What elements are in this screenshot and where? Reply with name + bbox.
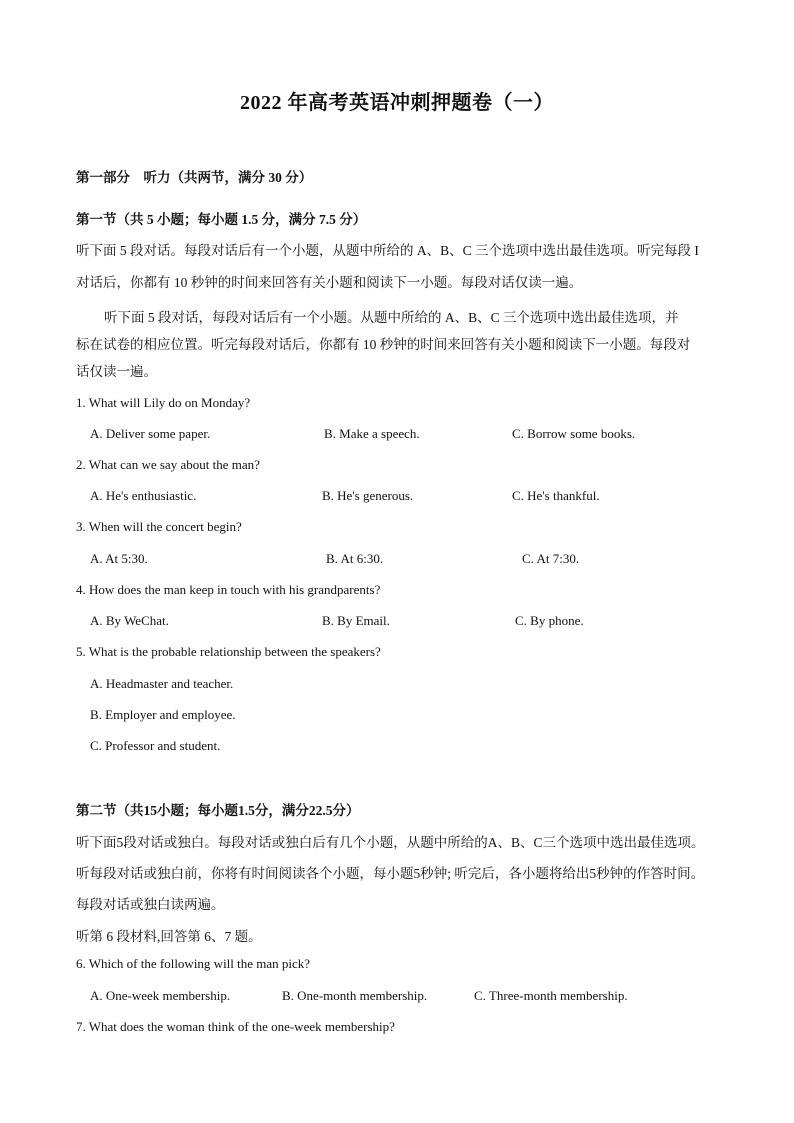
question-3: 3. When will the concert begin?: [76, 519, 242, 534]
question-2-option-a: A. He's enthusiastic.: [90, 488, 197, 503]
question-2-option-b: B. He's generous.: [322, 488, 414, 503]
material-6-note: 听第 6 段材料,回答第 6、7 题。: [76, 929, 262, 944]
section2-instruction-line2: 听每段对话或独白前，你将有时间阅读各个小题，每小题5秒钟; 听完后，各小题将给出5秒钟的作答时间。: [76, 866, 705, 881]
section1-heading: 第一节（共 5 小题；每小题 1.5 分，满分 7.5 分）: [76, 212, 367, 227]
part1-heading: 第一部分 听力（共两节，满分 30 分）: [76, 170, 313, 185]
question-5-option-b: B. Employer and employee.: [90, 707, 236, 722]
question-1-option-b: B. Make a speech.: [324, 426, 420, 441]
question-1-option-c: C. Borrow some books.: [512, 426, 636, 441]
section2-instruction-line1: 听下面5段对话或独白。每段对话或独白后有几个小题，从题中所给的A、B、C三个选项中选出最佳选项。: [76, 835, 705, 850]
question-5-option-a: A. Headmaster and teacher.: [90, 676, 234, 691]
question-5-option-c: C. Professor and student.: [90, 738, 221, 753]
question-6-option-a: A. One-week membership.: [90, 988, 231, 1003]
question-6-option-b: B. One-month membership.: [282, 988, 428, 1003]
section1-instruction-line2: 对话后，你都有 10 秒钟的时间来回答有关小题和阅读下一小题。每段对话仅读一遍。: [76, 275, 583, 290]
question-4-option-b: B. By Email.: [322, 613, 390, 628]
question-1: 1. What will Lily do on Monday?: [76, 395, 251, 410]
question-1-option-a: A. Deliver some paper.: [90, 426, 211, 441]
question-2-option-c: C. He's thankful.: [512, 488, 600, 503]
question-6-option-c: C. Three-month membership.: [474, 988, 628, 1003]
question-3-option-b: B. At 6:30.: [326, 551, 384, 566]
question-6: 6. Which of the following will the man pick?: [76, 956, 311, 971]
question-7: 7. What does the woman think of the one-week membership?: [76, 1019, 395, 1034]
section1-instruction-line1: 听下面 5 段对话。每段对话后有一个小题，从题中所给的 A、B、C 三个选项中选出最佳选项。听完每段 I: [76, 243, 699, 258]
question-3-option-c: C. At 7:30.: [522, 551, 580, 566]
section2-heading: 第二节（共15小题；每小题1.5分，满分22.5分）: [76, 803, 360, 818]
question-5: 5. What is the probable relationship between the speakers?: [76, 644, 381, 659]
section1-instruction2-line3: 话仅读一遍。: [76, 364, 157, 379]
question-4: 4. How does the man keep in touch with his grandparents?: [76, 582, 381, 597]
section2-instruction-line3: 每段对话或独白读两遍。: [76, 897, 225, 912]
exam-title: 2022 年高考英语冲刺押题卷（一）: [240, 92, 554, 114]
question-2: 2. What can we say about the man?: [76, 457, 260, 472]
section1-instruction2-line2: 标在试卷的相应位置。听完每段对话后，你都有 10 秒钟的时间来回答有关小题和阅读下一小题。每段对: [76, 337, 691, 352]
question-4-option-a: A. By WeChat.: [90, 613, 169, 628]
question-4-option-c: C. By phone.: [515, 613, 584, 628]
section1-instruction2-line1: 听下面 5 段对话，每段对话后有一个小题。从题中所给的 A、B、C 三个选项中选出最佳选项，并: [104, 310, 679, 325]
question-3-option-a: A. At 5:30.: [90, 551, 148, 566]
